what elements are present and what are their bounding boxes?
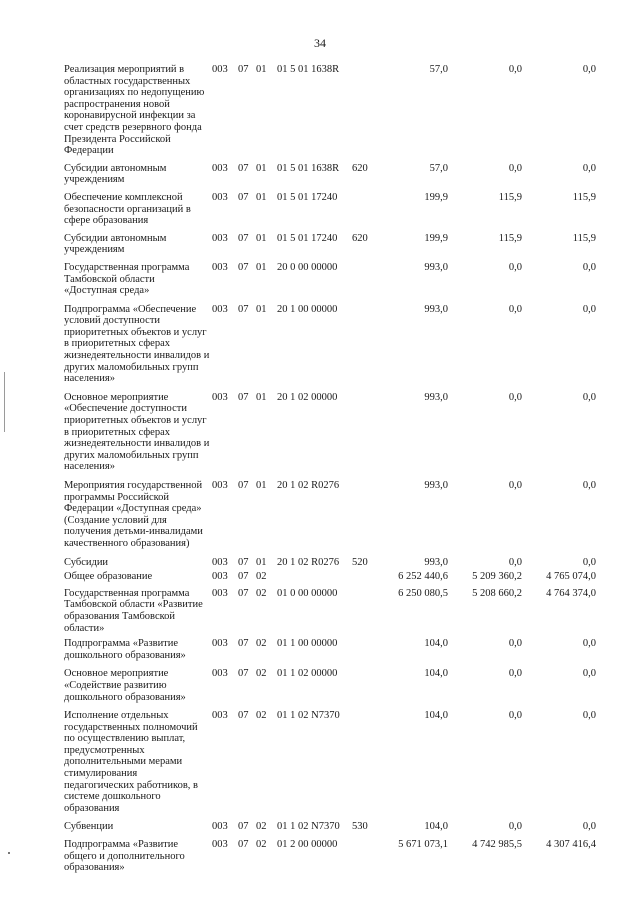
- amount-year-2: 0,0: [508, 303, 522, 315]
- target-article-code: 01 2 00 00000: [277, 839, 338, 851]
- subsection-code: 02: [256, 839, 267, 851]
- target-article-code: 01 1 00 00000: [277, 638, 338, 650]
- row-name: Обеспечение комплексной безопасности организаций в сфере образования: [64, 191, 191, 227]
- target-article-code: 01 0 00 00000: [277, 587, 338, 599]
- target-article-code: 20 1 00 00000: [277, 303, 338, 315]
- amount-year-1: 104,0: [424, 710, 448, 722]
- section-code: 07: [238, 556, 249, 568]
- amount-year-1: 199,9: [424, 232, 448, 244]
- amount-year-3: 115,9: [572, 191, 596, 203]
- ved-code: 003: [212, 232, 228, 244]
- ved-code: 003: [212, 556, 228, 568]
- table-row: [0, 821, 640, 833]
- page-number: 34: [314, 36, 326, 50]
- subsection-code: 01: [256, 232, 267, 244]
- row-name: Государственная программа Тамбовской области «Доступная среда»: [64, 261, 190, 297]
- ved-code: 003: [212, 638, 228, 650]
- amount-year-1: 993,0: [424, 303, 448, 315]
- table-row: [0, 304, 640, 385]
- amount-year-2: 115,9: [498, 232, 522, 244]
- row-name: Основное мероприятие «Содействие развитию дошкольного образования»: [64, 668, 186, 703]
- row-name: Подпрограмма «Развитие дошкольного образования»: [64, 638, 186, 661]
- amount-year-2: 0,0: [508, 638, 522, 650]
- section-code: 07: [238, 668, 249, 680]
- amount-year-2: 0,0: [508, 261, 522, 273]
- ved-code: 003: [212, 839, 228, 851]
- amount-year-3: 4 764 374,0: [546, 587, 596, 599]
- section-code: 07: [238, 571, 249, 583]
- target-article-code: 01 5 01 1638R: [277, 64, 340, 75]
- amount-year-1: 993,0: [424, 391, 448, 403]
- row-name: Субсидии автономным учреждениям: [64, 162, 167, 186]
- amount-year-1: 104,0: [424, 638, 448, 650]
- target-article-code: 01 1 02 N7370: [277, 821, 340, 833]
- table-row: [0, 64, 640, 157]
- ved-code: 003: [212, 191, 228, 203]
- ved-code: 003: [212, 162, 228, 174]
- table-row: [0, 839, 640, 874]
- target-article-code: 20 1 02 R0276: [277, 556, 340, 568]
- section-code: 07: [238, 839, 249, 851]
- subsection-code: 01: [256, 191, 267, 203]
- target-article-code: 20 1 02 R0276: [277, 480, 340, 491]
- subsection-code: 02: [256, 638, 267, 650]
- amount-year-3: 0,0: [582, 638, 596, 650]
- amount-year-1: 993,0: [424, 480, 448, 491]
- amount-year-2: 0,0: [508, 64, 522, 75]
- amount-year-2: 0,0: [508, 821, 522, 833]
- amount-year-1: 6 250 080,5: [398, 587, 448, 599]
- table-row: [0, 480, 640, 550]
- amount-year-1: 104,0: [424, 821, 448, 833]
- ved-code: 003: [212, 303, 228, 315]
- subsection-code: 01: [256, 391, 267, 403]
- amount-year-2: 0,0: [508, 162, 522, 174]
- target-article-code: 01 1 02 N7370: [277, 710, 340, 722]
- row-name: Субвенции: [64, 821, 114, 833]
- amount-year-2: 4 742 985,5: [472, 839, 522, 851]
- table-row: [0, 557, 640, 569]
- section-code: 07: [238, 480, 249, 491]
- section-code: 07: [238, 638, 249, 650]
- section-code: 07: [238, 587, 249, 599]
- budget-table: [0, 64, 640, 874]
- ved-code: 003: [212, 710, 228, 722]
- amount-year-2: 0,0: [508, 391, 522, 403]
- amount-year-2: 115,9: [498, 191, 522, 203]
- row-name: Подпрограмма «Развитие общего и дополнительного образования»: [64, 839, 185, 874]
- subsection-code: 01: [256, 261, 267, 273]
- amount-year-1: 57,0: [429, 162, 448, 174]
- amount-year-3: 0,0: [582, 303, 596, 315]
- subsection-code: 01: [256, 556, 267, 568]
- section-code: 07: [238, 64, 249, 75]
- row-name: Государственная программа Тамбовской области «Развитие образования Тамбовской области»: [64, 587, 203, 634]
- amount-year-2: 5 208 660,2: [472, 587, 522, 599]
- expense-type-code: 620: [352, 162, 368, 174]
- subsection-code: 02: [256, 587, 267, 599]
- section-code: 07: [238, 232, 249, 244]
- table-row: [0, 588, 640, 634]
- amount-year-3: 4 307 416,4: [546, 839, 596, 851]
- amount-year-3: 0,0: [582, 480, 596, 491]
- target-article-code: 20 0 00 00000: [277, 261, 338, 273]
- amount-year-2: 0,0: [508, 710, 522, 722]
- amount-year-3: 0,0: [582, 64, 596, 75]
- section-code: 07: [238, 303, 249, 315]
- subsection-code: 01: [256, 480, 267, 491]
- ved-code: 003: [212, 391, 228, 403]
- subsection-code: 02: [256, 668, 267, 680]
- amount-year-2: 0,0: [508, 480, 522, 491]
- subsection-code: 01: [256, 162, 267, 174]
- table-row: [0, 668, 640, 703]
- target-article-code: 01 5 01 17240: [277, 191, 338, 203]
- subsection-code: 02: [256, 821, 267, 833]
- section-code: 07: [238, 821, 249, 833]
- amount-year-2: 0,0: [508, 668, 522, 680]
- row-name: Основное мероприятие «Обеспечение доступности приоритетных объектов и услуг в приоритетных сферах жизнедеятельности инвалидов и других маломобильных групп населения»: [64, 391, 210, 473]
- section-code: 07: [238, 710, 249, 722]
- table-row: [0, 233, 640, 256]
- target-article-code: 20 1 02 00000: [277, 391, 338, 403]
- expense-type-code: 530: [352, 821, 368, 833]
- amount-year-2: 0,0: [508, 556, 522, 568]
- subsection-code: 02: [256, 571, 267, 583]
- table-row: [0, 163, 640, 186]
- section-code: 07: [238, 391, 249, 403]
- table-row: [0, 392, 640, 473]
- amount-year-3: 0,0: [582, 668, 596, 680]
- table-row: [0, 192, 640, 227]
- amount-year-1: 104,0: [424, 668, 448, 680]
- ved-code: 003: [212, 480, 228, 491]
- amount-year-3: 0,0: [582, 261, 596, 273]
- ved-code: 003: [212, 571, 228, 583]
- amount-year-3: 0,0: [582, 710, 596, 722]
- amount-year-2: 5 209 360,2: [472, 571, 522, 583]
- row-name: Подпрограмма «Обеспечение условий доступности приоритетных объектов и услуг в приоритетных сферах жизнедеятельности инвалидов и других маломобильных групп населения»: [64, 303, 210, 385]
- subsection-code: 02: [256, 710, 267, 722]
- section-code: 07: [238, 261, 249, 273]
- target-article-code: 01 5 01 1638R: [277, 162, 340, 174]
- section-code: 07: [238, 162, 249, 174]
- amount-year-1: 199,9: [424, 191, 448, 203]
- amount-year-3: 0,0: [582, 391, 596, 403]
- row-name: Реализация мероприятий в областных государственных организациях по недопущению распространения новой коронавирусной инфекции за счет средств резервного фонда Президента Российской Федерации: [64, 64, 205, 157]
- table-row: [0, 638, 640, 661]
- subsection-code: 01: [256, 64, 267, 75]
- row-name: Исполнение отдельных государственных полномочий по осуществлению выплат, предусмотренных дополнительными мерами стимулирования педагогических работников, в системе дошкольного образования: [64, 710, 198, 814]
- amount-year-1: 5 671 073,1: [398, 839, 448, 851]
- table-row: [0, 710, 640, 814]
- table-row: [0, 262, 640, 297]
- amount-year-1: 993,0: [424, 556, 448, 568]
- amount-year-1: 57,0: [429, 64, 448, 75]
- row-name: Мероприятия государственной программы Российской Федерации «Доступная среда» (Создание условий для получения детьми-инвалидами качественного образования): [64, 480, 203, 549]
- expense-type-code: 520: [352, 556, 368, 568]
- ved-code: 003: [212, 261, 228, 273]
- amount-year-3: 115,9: [572, 232, 596, 244]
- target-article-code: 01 1 02 00000: [277, 668, 338, 680]
- amount-year-3: 0,0: [582, 821, 596, 833]
- expense-type-code: 620: [352, 232, 368, 244]
- amount-year-3: 0,0: [582, 556, 596, 568]
- section-code: 07: [238, 191, 249, 203]
- ved-code: 003: [212, 64, 228, 75]
- ved-code: 003: [212, 668, 228, 680]
- subsection-code: 01: [256, 303, 267, 315]
- row-name: Общее образование: [64, 571, 153, 583]
- amount-year-3: 0,0: [582, 162, 596, 174]
- row-name: Субсидии: [64, 556, 109, 568]
- amount-year-1: 6 252 440,6: [398, 571, 448, 583]
- table-row: [0, 571, 640, 583]
- amount-year-1: 993,0: [424, 261, 448, 273]
- row-name: Субсидии автономным учреждениям: [64, 232, 167, 256]
- ved-code: 003: [212, 821, 228, 833]
- ved-code: 003: [212, 587, 228, 599]
- amount-year-3: 4 765 074,0: [546, 571, 596, 583]
- target-article-code: 01 5 01 17240: [277, 232, 338, 244]
